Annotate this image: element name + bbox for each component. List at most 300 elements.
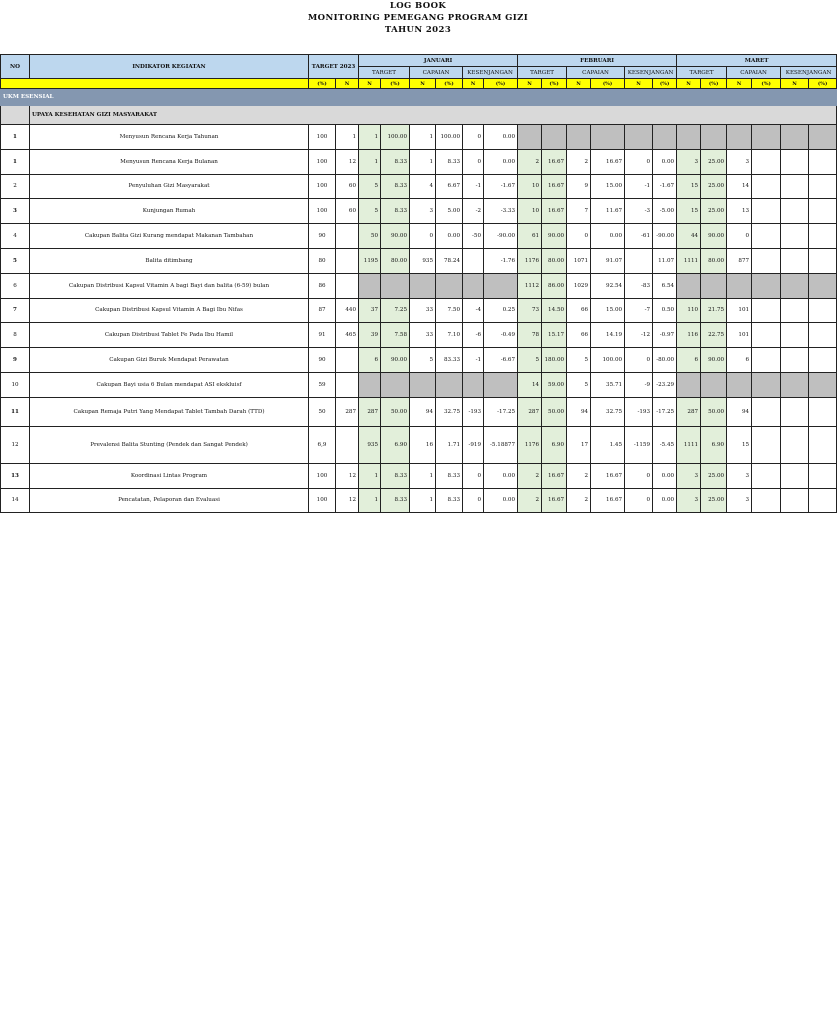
row-mar-value xyxy=(781,199,809,224)
row-jan-value: 8.33 xyxy=(381,149,410,174)
row-feb-value: -1159 xyxy=(625,426,653,463)
row-target-pct: 91 xyxy=(309,323,336,348)
row-jan-value: 78.24 xyxy=(436,248,463,273)
row-feb-value: 0.50 xyxy=(653,298,677,323)
row-no: 14 xyxy=(1,488,30,513)
row-jan-value: 7.50 xyxy=(436,298,463,323)
row-mar-value: 44 xyxy=(677,224,701,249)
section-label: UPAYA KESEHATAN GIZI MASYARAKAT xyxy=(30,106,837,125)
row-mar-value: 3 xyxy=(677,463,701,488)
row-target-n xyxy=(336,348,359,373)
units-month-col: (%) xyxy=(436,79,463,89)
row-mar-value xyxy=(701,372,727,397)
row-target-pct: 59 xyxy=(309,372,336,397)
row-feb-value: 6.54 xyxy=(653,273,677,298)
table-row[interactable] xyxy=(1,199,837,224)
row-mar-value: 101 xyxy=(727,298,752,323)
row-feb-value: 11.67 xyxy=(591,199,625,224)
header-sub-capaian: CAPAIAN xyxy=(727,67,781,79)
row-feb-value: 91.07 xyxy=(591,248,625,273)
row-target-n: 1 xyxy=(336,125,359,150)
row-mar-value xyxy=(781,174,809,199)
row-jan-value: 5 xyxy=(410,348,436,373)
row-jan-value: 39 xyxy=(359,323,381,348)
row-mar-value xyxy=(677,372,701,397)
row-feb-value: 5 xyxy=(518,348,542,373)
row-target-pct: 90 xyxy=(309,348,336,373)
row-jan-value: 6.67 xyxy=(436,174,463,199)
row-feb-value: 2 xyxy=(518,463,542,488)
units-target-2023: N xyxy=(336,79,359,89)
row-feb-value: 2 xyxy=(567,149,591,174)
units-spacer xyxy=(1,79,309,89)
row-no: 9 xyxy=(1,348,30,373)
row-feb-value: -1.67 xyxy=(653,174,677,199)
row-mar-value xyxy=(752,174,781,199)
units-month-col: (%) xyxy=(381,79,410,89)
row-feb-value: 16.67 xyxy=(591,149,625,174)
row-mar-value: 15 xyxy=(727,426,752,463)
row-target-n xyxy=(336,248,359,273)
row-no: 10 xyxy=(1,372,30,397)
row-jan-value: -1.67 xyxy=(484,174,518,199)
row-target-pct: 100 xyxy=(309,149,336,174)
row-mar-value xyxy=(781,125,809,150)
row-mar-value: 50.00 xyxy=(701,397,727,426)
row-target-n: 440 xyxy=(336,298,359,323)
row-feb-value: 16.67 xyxy=(542,463,567,488)
row-target-n xyxy=(336,426,359,463)
row-feb-value: 66 xyxy=(567,323,591,348)
row-mar-value xyxy=(809,224,837,249)
row-mar-value xyxy=(809,125,837,150)
row-feb-value xyxy=(542,125,567,150)
row-feb-value: 10 xyxy=(518,174,542,199)
row-feb-value: 16.67 xyxy=(591,463,625,488)
row-feb-value: -7 xyxy=(625,298,653,323)
row-mar-value: 94 xyxy=(727,397,752,426)
row-mar-value: 3 xyxy=(727,463,752,488)
row-target-n: 465 xyxy=(336,323,359,348)
row-jan-value: 6.90 xyxy=(381,426,410,463)
row-target-pct: 6,9 xyxy=(309,426,336,463)
row-mar-value: 21.75 xyxy=(701,298,727,323)
row-jan-value: 83.33 xyxy=(436,348,463,373)
row-no: 5 xyxy=(1,248,30,273)
row-mar-value xyxy=(781,224,809,249)
row-indikator: Cakupan Distribusi Kapsul Vitamin A Bagi Ibu Nifas xyxy=(30,298,309,323)
table-row[interactable] xyxy=(1,298,837,323)
row-indikator: Cakupan Gizi Buruk Mendapat Perawatan xyxy=(30,348,309,373)
row-target-n xyxy=(336,224,359,249)
row-feb-value: 0.00 xyxy=(591,224,625,249)
row-mar-value: 6.90 xyxy=(701,426,727,463)
row-jan-value: 8.33 xyxy=(381,199,410,224)
row-feb-value xyxy=(591,125,625,150)
row-feb-value: -5.45 xyxy=(653,426,677,463)
row-jan-value: 50.00 xyxy=(381,397,410,426)
row-feb-value: -5.00 xyxy=(653,199,677,224)
row-jan-value: -90.00 xyxy=(484,224,518,249)
row-feb-value: -23.29 xyxy=(653,372,677,397)
row-feb-value: 0.00 xyxy=(653,149,677,174)
row-jan-value xyxy=(359,372,381,397)
row-jan-value: -0.49 xyxy=(484,323,518,348)
row-feb-value: 14.50 xyxy=(542,298,567,323)
row-no: 4 xyxy=(1,224,30,249)
row-feb-value: 66 xyxy=(567,298,591,323)
row-feb-value: 1.45 xyxy=(591,426,625,463)
header-sub-target: TARGET xyxy=(518,67,567,79)
row-indikator: Cakupan Distribusi Tablet Fe Pada Ibu Hamil xyxy=(30,323,309,348)
header-month-maret: MARET xyxy=(677,55,837,67)
row-mar-value xyxy=(752,348,781,373)
row-feb-value: -12 xyxy=(625,323,653,348)
row-jan-value xyxy=(484,273,518,298)
row-feb-value: 0 xyxy=(625,463,653,488)
title-line-2: MONITORING PEMEGANG PROGRAM GIZI xyxy=(307,13,529,23)
row-mar-value: 3 xyxy=(727,149,752,174)
row-feb-value: 94 xyxy=(567,397,591,426)
row-jan-value: -6.67 xyxy=(484,348,518,373)
row-mar-value: 15 xyxy=(677,199,701,224)
row-feb-value: 61 xyxy=(518,224,542,249)
row-jan-value: 8.33 xyxy=(381,488,410,513)
row-feb-value: -80.00 xyxy=(653,348,677,373)
row-feb-value: -17.25 xyxy=(653,397,677,426)
row-mar-value xyxy=(752,224,781,249)
row-jan-value: -1 xyxy=(463,174,484,199)
row-jan-value: 7.25 xyxy=(381,298,410,323)
row-jan-value: 0.00 xyxy=(484,463,518,488)
row-target-n: 60 xyxy=(336,199,359,224)
row-mar-value: 80.00 xyxy=(701,248,727,273)
row-mar-value xyxy=(781,488,809,513)
row-jan-value xyxy=(436,273,463,298)
row-feb-value: 2 xyxy=(518,488,542,513)
row-indikator: Cakupan Balita Gizi Kurang mendapat Makanan Tambahan xyxy=(30,224,309,249)
row-feb-value: 7 xyxy=(567,199,591,224)
row-mar-value xyxy=(809,248,837,273)
row-indikator: Prevalensi Balita Stunting (Pendek dan Sangat Pendek) xyxy=(30,426,309,463)
row-feb-value: 2 xyxy=(567,488,591,513)
row-target-pct: 50 xyxy=(309,397,336,426)
row-feb-value: -90.00 xyxy=(653,224,677,249)
row-jan-value: 37 xyxy=(359,298,381,323)
row-target-pct: 100 xyxy=(309,488,336,513)
row-mar-value xyxy=(809,463,837,488)
row-mar-value xyxy=(809,397,837,426)
row-feb-value: 90.00 xyxy=(542,224,567,249)
row-feb-value: 73 xyxy=(518,298,542,323)
header-sub-kesenjangan: KESENJANGAN xyxy=(781,67,837,79)
row-indikator: Pencatatan, Pelaporan dan Evaluasi xyxy=(30,488,309,513)
row-mar-value xyxy=(701,273,727,298)
row-feb-value: 0 xyxy=(625,348,653,373)
row-jan-value: 8.33 xyxy=(381,463,410,488)
units-month-col: (%) xyxy=(484,79,518,89)
row-feb-value: 0 xyxy=(625,488,653,513)
row-feb-value: -193 xyxy=(625,397,653,426)
row-feb-value: 1176 xyxy=(518,248,542,273)
row-mar-value xyxy=(677,273,701,298)
row-no: 7 xyxy=(1,298,30,323)
row-jan-value: 3 xyxy=(410,199,436,224)
row-jan-value: 33 xyxy=(410,323,436,348)
row-jan-value: -193 xyxy=(463,397,484,426)
row-jan-value: 0 xyxy=(463,125,484,150)
row-feb-value: 287 xyxy=(518,397,542,426)
row-jan-value: 94 xyxy=(410,397,436,426)
units-target-2023: (%) xyxy=(309,79,336,89)
row-feb-value: 5 xyxy=(567,348,591,373)
row-mar-value xyxy=(781,426,809,463)
row-feb-value: 16.67 xyxy=(542,199,567,224)
row-target-n: 12 xyxy=(336,149,359,174)
row-jan-value: 6 xyxy=(359,348,381,373)
row-mar-value xyxy=(809,298,837,323)
row-jan-value: 0.25 xyxy=(484,298,518,323)
row-feb-value: 1071 xyxy=(567,248,591,273)
row-mar-value: 22.75 xyxy=(701,323,727,348)
row-jan-value: 0 xyxy=(463,488,484,513)
row-jan-value: 1 xyxy=(410,488,436,513)
row-mar-value: 1111 xyxy=(677,426,701,463)
row-mar-value: 6 xyxy=(677,348,701,373)
row-no: 8 xyxy=(1,323,30,348)
row-mar-value xyxy=(781,323,809,348)
table-row[interactable] xyxy=(1,273,837,298)
row-feb-value: 78 xyxy=(518,323,542,348)
row-jan-value: 1 xyxy=(410,149,436,174)
row-feb-value: 92.54 xyxy=(591,273,625,298)
row-jan-value: 0.00 xyxy=(484,149,518,174)
row-indikator: Kunjungan Rumah xyxy=(30,199,309,224)
row-feb-value: 2 xyxy=(567,463,591,488)
row-feb-value xyxy=(625,125,653,150)
row-mar-value xyxy=(752,248,781,273)
row-no: 12 xyxy=(1,426,30,463)
row-no: 1 xyxy=(1,149,30,174)
row-target-pct: 80 xyxy=(309,248,336,273)
row-feb-value: 80.00 xyxy=(542,248,567,273)
table-row[interactable] xyxy=(1,488,837,513)
row-jan-value xyxy=(463,372,484,397)
row-jan-value: 8.33 xyxy=(381,174,410,199)
row-mar-value xyxy=(752,463,781,488)
row-target-n xyxy=(336,372,359,397)
logbook-table xyxy=(0,54,837,513)
row-no: 2 xyxy=(1,174,30,199)
row-jan-value: 935 xyxy=(359,426,381,463)
table-row[interactable] xyxy=(1,224,837,249)
row-jan-value: -919 xyxy=(463,426,484,463)
units-month-col: (%) xyxy=(752,79,781,89)
row-mar-value: 877 xyxy=(727,248,752,273)
row-feb-value: 9 xyxy=(567,174,591,199)
row-mar-value xyxy=(752,323,781,348)
row-jan-value: -5.18877 xyxy=(484,426,518,463)
units-month-col: N xyxy=(518,79,542,89)
row-jan-value: 287 xyxy=(359,397,381,426)
row-jan-value: -4 xyxy=(463,298,484,323)
row-mar-value xyxy=(781,248,809,273)
row-jan-value: -3.33 xyxy=(484,199,518,224)
row-indikator: Cakupan Distribusi Kapsul Vitamin A bagi Bayi dan balita (6-59) bulan xyxy=(30,273,309,298)
units-month-col: N xyxy=(625,79,653,89)
header-sub-target: TARGET xyxy=(359,67,410,79)
row-mar-value xyxy=(701,125,727,150)
row-jan-value: 16 xyxy=(410,426,436,463)
row-no: 1 xyxy=(1,125,30,150)
header-sub-capaian: CAPAIAN xyxy=(410,67,463,79)
row-jan-value: 1 xyxy=(359,149,381,174)
row-jan-value xyxy=(381,273,410,298)
row-mar-value xyxy=(727,372,752,397)
row-mar-value xyxy=(809,348,837,373)
row-target-n: 12 xyxy=(336,488,359,513)
row-feb-value: 16.67 xyxy=(542,488,567,513)
row-mar-value xyxy=(781,463,809,488)
row-mar-value xyxy=(781,298,809,323)
row-mar-value: 25.00 xyxy=(701,488,727,513)
row-mar-value: 110 xyxy=(677,298,701,323)
row-jan-value: 90.00 xyxy=(381,348,410,373)
row-jan-value: 1195 xyxy=(359,248,381,273)
row-jan-value: 1 xyxy=(359,488,381,513)
row-jan-value: 5 xyxy=(359,199,381,224)
row-no: 13 xyxy=(1,463,30,488)
row-feb-value: 32.75 xyxy=(591,397,625,426)
header-no: NO xyxy=(1,55,30,79)
title-line-3: TAHUN 2023 xyxy=(384,25,452,35)
table-row[interactable] xyxy=(1,149,837,174)
row-indikator: Menyusun Rencana Kerja Tahunan xyxy=(30,125,309,150)
row-mar-value xyxy=(752,426,781,463)
row-mar-value: 3 xyxy=(677,488,701,513)
logbook-table-viewport[interactable] xyxy=(0,54,832,524)
row-jan-value xyxy=(410,273,436,298)
table-row[interactable] xyxy=(1,174,837,199)
row-feb-value: 0.00 xyxy=(653,488,677,513)
row-feb-value xyxy=(567,125,591,150)
table-row[interactable] xyxy=(1,463,837,488)
row-feb-value: 59.00 xyxy=(542,372,567,397)
row-jan-value: 1.71 xyxy=(436,426,463,463)
row-feb-value: 15.00 xyxy=(591,298,625,323)
row-mar-value: 90.00 xyxy=(701,224,727,249)
row-mar-value: 25.00 xyxy=(701,199,727,224)
row-feb-value xyxy=(653,125,677,150)
row-jan-value xyxy=(381,372,410,397)
table-row[interactable] xyxy=(1,248,837,273)
row-mar-value: 13 xyxy=(727,199,752,224)
row-mar-value: 116 xyxy=(677,323,701,348)
row-indikator: Penyuluhan Gizi Masyarakat xyxy=(30,174,309,199)
row-feb-value: 17 xyxy=(567,426,591,463)
row-jan-value: 32.75 xyxy=(436,397,463,426)
row-mar-value: 287 xyxy=(677,397,701,426)
row-feb-value: 6.90 xyxy=(542,426,567,463)
row-feb-value: 0 xyxy=(625,149,653,174)
row-feb-value xyxy=(625,248,653,273)
row-indikator: Cakupan Remaja Putri Yang Mendapat Tablet Tambah Darah (TTD) xyxy=(30,397,309,426)
row-target-pct: 100 xyxy=(309,463,336,488)
units-month-col: N xyxy=(410,79,436,89)
row-feb-value xyxy=(518,125,542,150)
units-month-col: (%) xyxy=(701,79,727,89)
row-mar-value: 90.00 xyxy=(701,348,727,373)
row-mar-value xyxy=(727,273,752,298)
header-month-februari: FEBRUARI xyxy=(518,55,677,67)
row-target-pct: 87 xyxy=(309,298,336,323)
table-row[interactable] xyxy=(1,426,837,463)
row-mar-value: 0 xyxy=(727,224,752,249)
header-target-2023: TARGET 2023 xyxy=(309,55,359,79)
units-month-col: N xyxy=(359,79,381,89)
row-mar-value: 3 xyxy=(677,149,701,174)
table-row[interactable] xyxy=(1,348,837,373)
row-jan-value: 90.00 xyxy=(381,224,410,249)
row-jan-value xyxy=(436,372,463,397)
row-mar-value: 101 xyxy=(727,323,752,348)
table-row[interactable] xyxy=(1,397,837,426)
row-mar-value xyxy=(809,174,837,199)
units-month-col: N xyxy=(727,79,752,89)
row-feb-value: -83 xyxy=(625,273,653,298)
row-jan-value: 8.33 xyxy=(436,149,463,174)
row-jan-value: 0 xyxy=(463,149,484,174)
row-jan-value: 100.00 xyxy=(436,125,463,150)
row-indikator: Koordinasi Lintas Program xyxy=(30,463,309,488)
row-jan-value xyxy=(484,372,518,397)
row-jan-value: 935 xyxy=(410,248,436,273)
row-mar-value xyxy=(809,199,837,224)
row-feb-value: 11.07 xyxy=(653,248,677,273)
row-jan-value: 8.33 xyxy=(436,488,463,513)
row-jan-value: 80.00 xyxy=(381,248,410,273)
row-feb-value: 2 xyxy=(518,149,542,174)
title-line-1: LOG BOOK xyxy=(389,1,447,11)
row-mar-value xyxy=(752,149,781,174)
row-mar-value xyxy=(809,426,837,463)
table-row[interactable] xyxy=(1,372,837,397)
units-month-col: N xyxy=(677,79,701,89)
row-feb-value: -0.97 xyxy=(653,323,677,348)
row-indikator: Balita ditimbang xyxy=(30,248,309,273)
table-row[interactable] xyxy=(1,125,837,150)
row-jan-value: 1 xyxy=(359,125,381,150)
row-jan-value: 8.33 xyxy=(436,463,463,488)
row-feb-value: 16.67 xyxy=(542,149,567,174)
row-feb-value: 180.00 xyxy=(542,348,567,373)
table-row[interactable] xyxy=(1,323,837,348)
row-jan-value: 1 xyxy=(410,463,436,488)
row-target-n: 287 xyxy=(336,397,359,426)
row-feb-value: 50.00 xyxy=(542,397,567,426)
row-mar-value xyxy=(752,397,781,426)
row-target-n: 12 xyxy=(336,463,359,488)
row-jan-value: -17.25 xyxy=(484,397,518,426)
row-target-pct: 100 xyxy=(309,125,336,150)
header-sub-target: TARGET xyxy=(677,67,727,79)
units-month-col: (%) xyxy=(591,79,625,89)
row-feb-value: 1176 xyxy=(518,426,542,463)
row-feb-value: -3 xyxy=(625,199,653,224)
row-jan-value: 33 xyxy=(410,298,436,323)
row-jan-value: 50 xyxy=(359,224,381,249)
row-mar-value xyxy=(752,488,781,513)
